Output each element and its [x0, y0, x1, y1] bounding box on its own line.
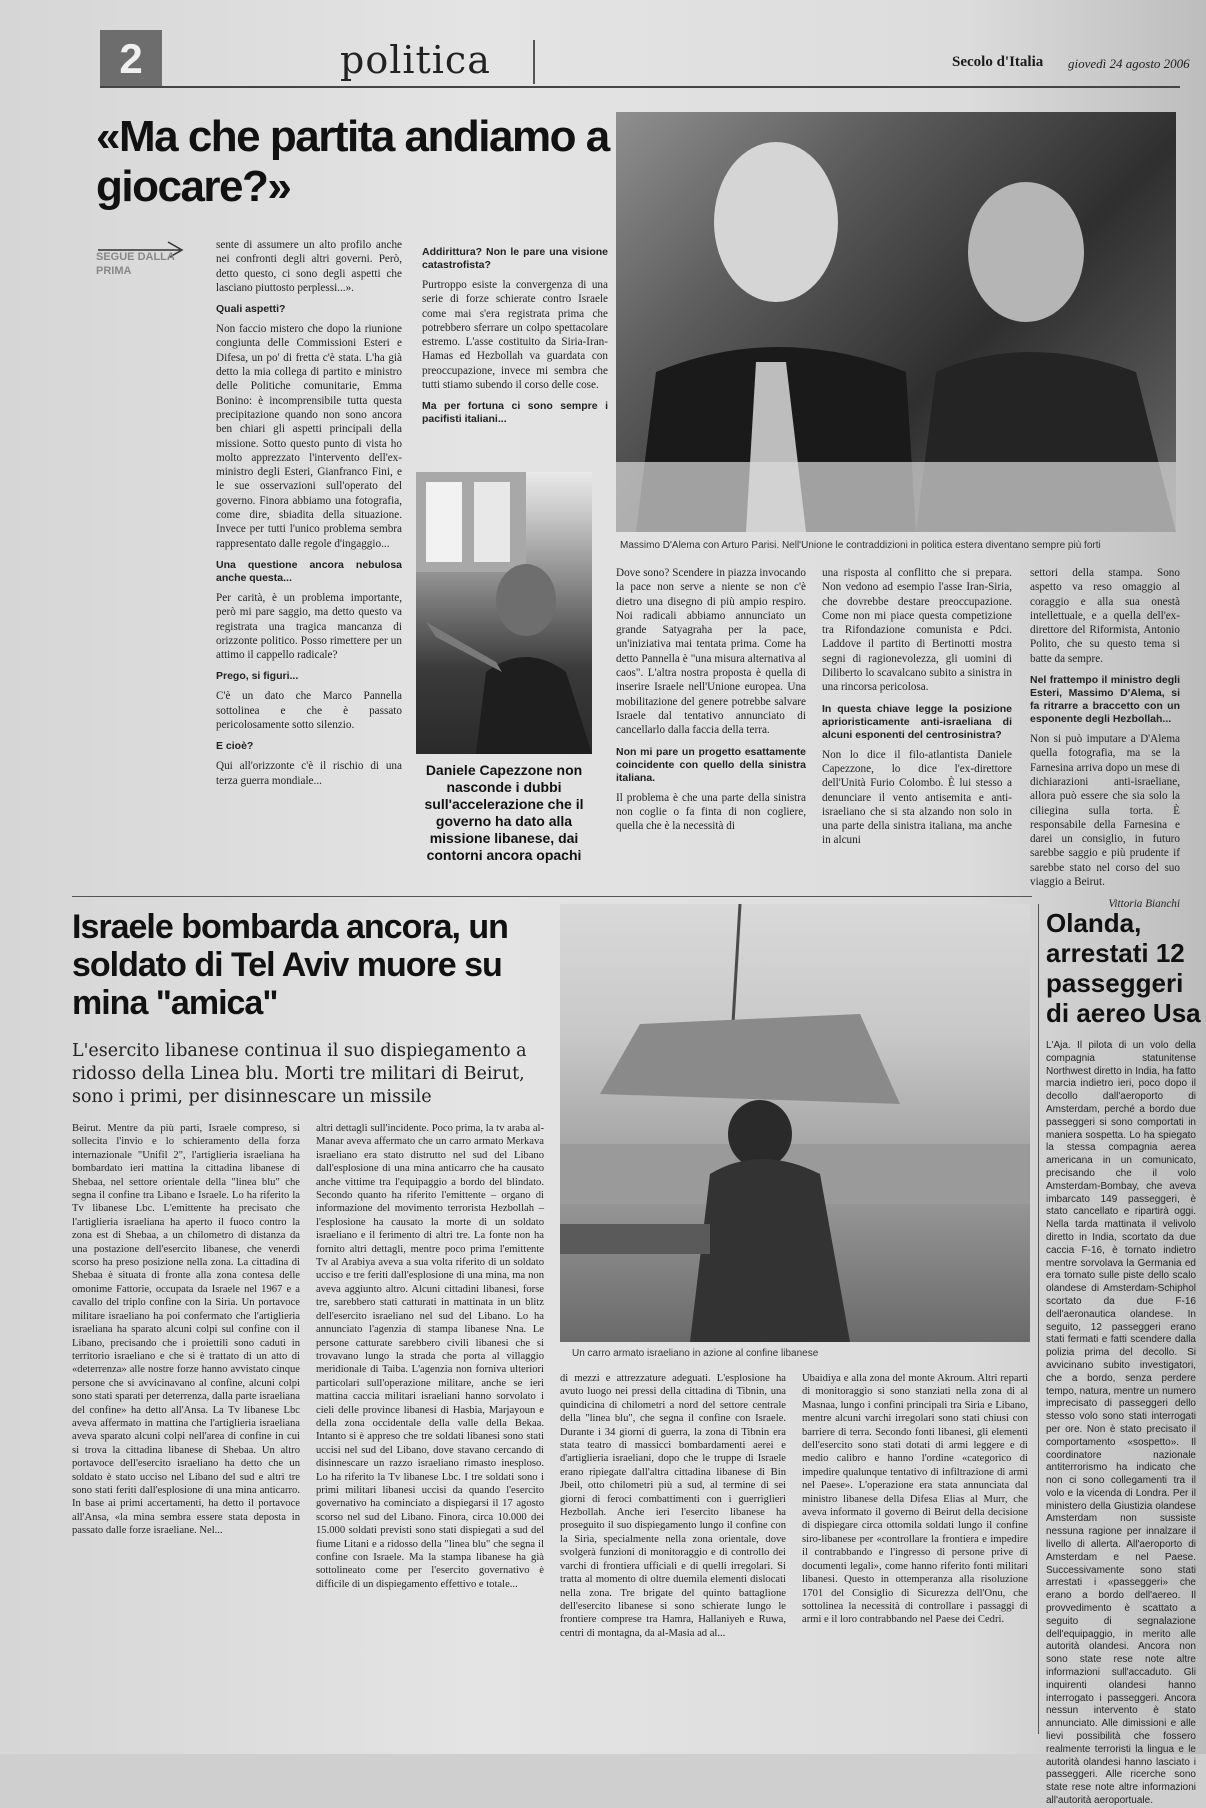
section-title: politica	[340, 38, 491, 82]
interview-question: Prego, si figuri...	[216, 670, 299, 683]
issue-date: giovedì 24 agosto 2006	[1068, 56, 1190, 71]
interview-answer: una risposta al conflitto che si prepara. Non vedono ad esempio l'asse Iran-Siria, che dovrebbe destare preoccupazione. Come non mi piace questa competizione tra Rifondazione comunista e Pdci. Laddove il partito di Bertinotti mostra segni di ragionevolezza, gli uomini di Diliberto lo scavalcano subito a sinistra in una rincorsa pericolosa.	[822, 567, 1012, 694]
interview-question: Quali aspetti?	[216, 303, 286, 316]
article3-headline: Olanda, arrestati 12 passeggeri di aereo Usa	[1046, 908, 1201, 1028]
interview-question: Nel frattempo il ministro degli Esteri, Massimo D'Alema, si fa ritrarre a braccetto con un esponente degli Hezbollah...	[1030, 674, 1180, 726]
article2-headline: Israele bombarda ancora, un soldato di Tel Aviv muore su mina "amica"	[72, 908, 508, 1022]
article1-column-1	[216, 238, 402, 792]
interview-answer: Per carità, è un problema importante, però mi pare saggio, ma detto questo va registrata una tragica mancanza di orizzonte politico. Posso rimettere per un attimo il cappello radicale?	[216, 591, 402, 662]
interview-answer: sente di assumere un alto profilo anche nei confronti degli altri governi. Però, detto questo, ci sono degli aspetti che lasciano piuttosto perplessi...».	[216, 239, 402, 294]
page-number: 2	[100, 30, 162, 88]
interview-answer: Non si può imputare a D'Alema quella fotografia, ma se la Farnesina arriva dopo un mese di dichiarazioni anti-israeliane, allora può essere che sia solo la ciliegina sulla torta. È responsabile della Farnesina e darei un consiglio, in futuro sarebbe saggio e più prudente if sarebbe stato nel corso del suo viaggio a Beirut.	[1030, 733, 1180, 889]
article1-column-2	[422, 238, 608, 432]
portrait-illustration	[416, 472, 592, 754]
article1-column-5	[1030, 566, 1180, 916]
interview-answer: Qui all'orizzonte c'è il rischio di una terza guerra mondiale...	[216, 760, 402, 787]
interview-question: Ma per fortuna ci sono sempre i pacifisti italiani...	[422, 400, 608, 426]
byline: Vittoria Bianchi	[1108, 898, 1180, 911]
interview-answer: Purtroppo esiste la convergenza di una serie di forze schierate contro Israele come mai s'era registrata prima che potrebbero sferrare un colpo spettacolare estremo. L'asse costituito da Siria-Iran-Hamas ed Hezbollah va guardata con preoccupazione, invece mi sembra che tutti stiamo subendo il corso delle cose.	[422, 279, 608, 392]
dalema-parisi-photo	[616, 112, 1176, 532]
tank-photo	[560, 904, 1030, 1342]
dalema-photo-caption: Massimo D'Alema con Arturo Parisi. Nell'Unione le contraddizioni in politica estera diventano sempre più forti	[620, 540, 1101, 551]
header-divider	[533, 40, 535, 84]
article2-column-3: di mezzi e attrezzature adeguati. L'esplosione ha avuto luogo nei pressi della cittadina di Tibnin, una quindicina di chilometri a nord del settore centrale della "linea blu", che segna il confine con Israele. Durante i 34 giorni di guerra, la zona di Tibnin era stata teatro di massicci bombardamenti aerei e d'artiglieria israeliani, dopo che le truppe di Israele erano ripiegate dall'altra cittadina libanese di Bin Jbeil, otto chilometri più a sud, al termine di sei giorni di feroci combattimenti con i guerriglieri Hezbollah. Anche ieri l'esercito libanese ha proseguito il suo dispiegamento lungo il confine con la Siria, specialmente nella zona orientale, dove svolgerà funzioni di monitoraggio e di controllo dei varchi di frontiera ufficiali e di quelli irregolari. Si tratta al momento di oltre duemila elementi dislocati nella zona. Tre brigate del quinto battaglione dell'esercito libanese si sono schierate lungo le frontiere comprese tra Hamra, Hallaniyeh e Ruwa, centri di montagna, da al-Masia ad al...	[560, 1373, 786, 1639]
capezzone-photo	[416, 472, 592, 754]
article1-headline: «Ma che partita andiamo a giocare?»	[96, 112, 609, 211]
article1-column-3	[616, 566, 806, 837]
header-rule	[100, 86, 1180, 88]
sidebar-divider	[1038, 904, 1039, 1734]
interview-question: Addirittura? Non le pare una visione catastrofista?	[422, 246, 608, 271]
interview-answer: C'è un dato che Marco Pannella sottolinea e che è passato pericolosamente sotto silenzio.	[216, 690, 402, 732]
paper-name: Secolo d'Italia	[952, 54, 1044, 70]
interview-answer: Non faccio mistero che dopo la riunione congiunta delle Commissioni Esteri e Difesa, un po' di fretta c'è stata. L'ha già detto la mia collega di partito e ministro delle Politiche comunitarie, Emma Bonino: è incomprensibile tutta questa precipitazione quando non sono ancora ben chiari gli aspetti principali della missione. Sotto questo punto di vista ho molto apprezzato l'intervento dell'ex-ministro degli Esteri, Gianfranco Fini, e le sue osservazioni sull'operato del governo. Finora abbiamo una fotografia, come dire, sbiadita della situazione. Invece per tutti l'unico problema sembra rappresentato dalle regole d'ingaggio...	[216, 323, 402, 550]
two-men-illustration	[616, 112, 1176, 532]
tank-illustration	[560, 904, 1030, 1342]
interview-answer: Non lo dice il filo-atlantista Daniele Capezzone, lo dice l'ex-direttore dell'Unità Furio Colombo. È lui stesso a denunciare il vento antisemita e anti-israeliano che si sta alzando non solo in una parte della sinistra italiana, ma anche in alcuni	[822, 748, 1012, 847]
article2-column-4: Ubaidiya e alla zona del monte Akroum. Altri reparti di monitoraggio si sono stanziati nella zona di al Masnaa, lungo i confini principali tra Siria e Libano, mentre alcuni varchi irregolari sono stati chiusi con barriere di terra. Secondo fonti libanesi, gli elementi dell'esercito sono stati dotati di armi leggere e di medio calibro e hanno l'ordine «categorico di impedire qualunque tentativo di infiltrazione di armi nel Paese». L'operazione era stata annunciata dal ministro libanese della Difesa Elias al Murr, che aveva informato il governo di Beirut della decisione di dispiegare circa ottomila soldati lungo il confine siro-libanese per «controllare la frontiera e impedire il contrabbando e l'ingresso di persone prive di documenti legali», come hanno riferito fonti militari libanesi. Questo in ottemperanza alla risoluzione 1701 del Consiglio di Sicurezza dell'Onu, che sottolinea la necessità di controllare i passaggi di armi e il loro contrabbando nel Paese dei Cedri.	[802, 1373, 1028, 1626]
interview-question: Non mi pare un progetto esattamente coincidente con quello della sinistra italiana.	[616, 745, 806, 784]
interview-question: Una questione ancora nebulosa anche questa...	[216, 558, 402, 584]
interview-answer: Il problema è che una parte della sinistra non coglie o fa finta di non coglierе, quella che è la necessità di	[616, 791, 806, 833]
article2-deck: L'esercito libanese continua il suo dispiegamento a ridosso della Linea blu. Morti tre militari di Beirut, sono i primi, per disinnescare un missile	[72, 1041, 527, 1107]
article-divider	[72, 896, 1032, 897]
interview-answer: Dove sono? Scendere in piazza invocando la pace non serve a niente se non c'è dietro una disegno di più ampio respiro. Noi radicali abbiamo annunciato un grande Satyagraha per la pace, un'iniziativa mai tentata prima. Come ha detto Pannella è "una misura alternativa al caos". L'altra nostra proposta è quella di inserire Israele nell'Unione europea. Una mobilitazione del genere potrebbe salvare Israele dal tentativo annunciato di cancellarlo dalla faccia della terra.	[616, 567, 806, 737]
tank-photo-caption: Un carro armato israeliano in azione al confine libanese	[572, 1348, 819, 1359]
interview-answer: settori della stampa. Sono aspetto va reso omaggio al coraggio e alla sua onestà intellettuale, e a quella dell'ex-direttore del Riformista, Antonio Polito, che su questo tema si batte da sempre.	[1030, 567, 1180, 665]
article2-column-2: altri dettagli sull'incidente. Poco prima, la tv araba al-Manar aveva affermato che un carro armato Merkava israeliano era stato distrutto nel sud del Libano dall'esplosione di una mina anticarro che ha causato anche vittime tra l'equipaggio a bordo del blindato. Secondo quanto ha riferito l'emittente – organo di informazione del movimento terrorista Hezbollah – l'esplosione ha causato la morte di un soldato israeliano e il ferimento di altri tre. La fonte non ha fornito altri dettagli, mentre poco prima l'emittente Tv al Arabiya aveva a sua volta riferito di un soldato ucciso e tre feriti dall'esplosione di una mina, ma non aveva aggiunto altro. Alcuni cittadini libanesi, forse tre, sarebbero stati catturati in mattinata in un blitz dell'esercito israeliano nel sud del Libano. Lo ha annunciato l'agenzia di stampa libanese Nna. Le persone catturate sarebbero civili libanesi che si trovavano lungo la strada che porta al villaggio meridionale di Taiba. L'agenzia non forniva ulteriori particolari sull'operazione militare, anche se ieri mattina caccia militari israeliani hanno sorvolato i cieli delle province libanesi di Hasbia, Marjayoun e della zona occidentale della valle della Bekaa. Intanto si è appreso che tre soldati libanesi sono stati uccisi nel sud del Libano, dove stavano cercando di disinnescare un razzo israeliano rimasto inesploso. Lo ha riferito la Tv libanese Lbc. I tre soldati sono i primi militari libanesi uccisi da quando l'esercito governativo ha cominciato a dispiegarsi il 17 agosto scorso nel sud del Libano. Finora, circa 10.000 dei 15.000 soldati previsti sono stati dispiegati a sud del fiume Litani e a ridosso della "linea blu" che segna il confine con Israele. Ma la stampa libanese ha già sottolineato come per l'esercito governativo è difficile di un dispiegamento effettivo e totale...	[316, 1123, 544, 1590]
article3-body: L'Aja. Il pilota di un volo della compagnia statunitense Northwest diretto in India, ha fatto marcia indietro ieri, poco dopo il decollo dall'aeroporto di Amsterdam, perché a bordo due passeggeri si sono comportati in maniera sospetta. Lo ha spiegato la stessa compagnia aerea americana in un comunicato, precisando che il volo Amsterdam-Bombay, che aveva imbarcato 149 passeggeri, è stato cancellato e ripartirà oggi. Nella tarda mattinata il velivolo diretto in India, scortato da due caccia F-16, è tornato indietro mentre sorvolava la Germania ed era tornato sulle piste dello scalo olandese di Amsterdam-Schiphol scortato da due F-16 dell'aeronautica olandese. In seguito, 12 passeggeri erano stati fermati e fatti scendere dalla polizia prima del decollo. Si avvicinano subito investigatori, che a bordo, senza perdere tempo, natura, mentre un numero imprecisato di passeggeri dello stesso volo sono stati interrogati per ore. Non è stato precisato il comportamento «sospetto». Il coordinatore nazionale antiterrorismo ha indicato che non ci sono collegamenti tra il volo e la vicenda di Londra. Per il ministero della Giustizia olandese Amsterdam non sussiste nessuna ragione per innalzare il livello di allerta. All'aeroporto di Amsterdam e nel Paese. Successivamente sono stati arrestati i «passeggeri» che erano a bordo dell'aereo. Il provvedimento è scattato a seguito di segnalazione dell'equipaggio, in merito alle autorità olandesi. Ancora non sono state rese note altre informazioni sull'accaduto. Gli inquirenti olandesi hanno interrogato i passeggeri. Ancora nessun intervento è stato annunciato. Alle dimissioni e alle lievi possibilità che fossero realmente terroristi la lingua e le autorità olandesi hanno lasciato i passeggeri. Alle ricerche sono state rese note altre informazioni all'autorità aeroportuale.	[1046, 1040, 1196, 1807]
continued-label: SEGUE DALLA PRIMA	[96, 251, 175, 277]
interview-question: In questa chiave legge la posizione aprioristicamente anti-israeliana di alcuni esponenti del centrosinistra?	[822, 702, 1012, 741]
capezzone-caption: Daniele Capezzone non nasconde i dubbi sull'accelerazione che il governo ha dato alla missione libanese, dai contorni ancora opachi	[424, 762, 584, 863]
article1-column-4	[822, 566, 1012, 852]
article2-column-1: Beirut. Mentre da più parti, Israele compreso, si sollecita l'invio e lo schieramento della forza internazionale "Unifil 2", l'artiglieria israeliana ha bombardato ieri mattina la cittadina libanese di Shebaa, nel settore orientale della "linea blu" che segna il confine tra Libano e Israele. Lo ha riferito la Tv libanese Lbc. L'emittente ha precisato che l'artiglieria israeliana ha aperto il fuoco contro la zona est di Shebaa, a un chilometro di distanza da una postazione dell'esercito libanese, che venerdì scorso ha preso posizione nella zona. La cittadina di Shebaa è situata di fronte alla zona contesa delle omonime Fattorie, occupata da Israele nel 1967 e a cavallo del triplo confine con la Siria. Un portavoce militare israeliano ha poi confermato che l'artiglieria israeliana ha sparato alcuni colpi sul confine con il Libano, precisando che i proiettili sono caduti in territorio israeliano e che si è trattato di un atto di «deterrenza» alle nostre forze hanno avvistato cinque persone che si avvicinavano al confine, alcuni colpi sono stati sparati per deterrenza, dalla parte israeliana del confine» ha detto all'Ansa. La Tv libanese Lbc aveva affermato in mattina che l'artiglieria israeliana aveva sparato alcuni colpi nell'area di confine in cui si trova la cittadina libanese di Shebaa. Un altro portavoce dell'esercito israeliano ha detto che un soldato è stato ucciso nel Libano del sud e altri tre sono stati feriti dall'esplosione di una mina anticarro. In base ai primi accertamenti, ha detto il portavoce all'Ansa, «la mina sembra essere stata deposta in passato dalle forze israeliane. Nel...	[72, 1123, 300, 1537]
interview-question: E cioè?	[216, 740, 254, 753]
